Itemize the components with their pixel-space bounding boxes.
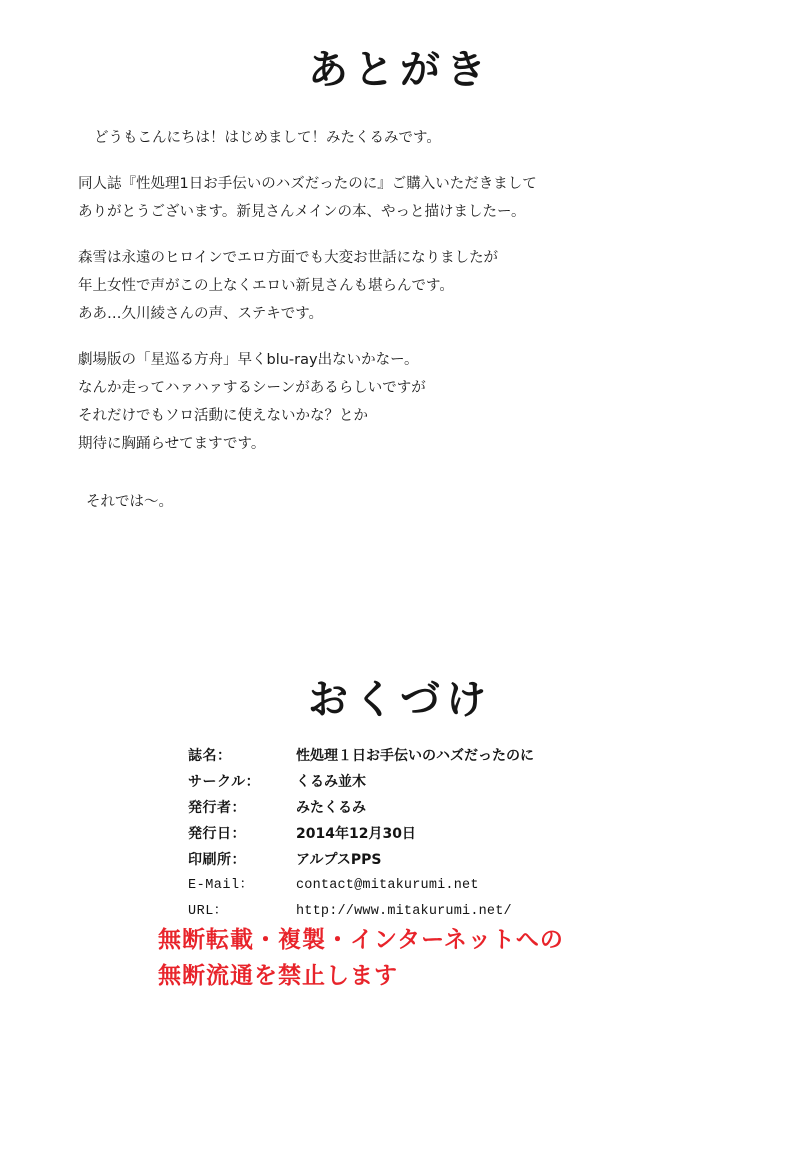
- afterword-paragraph-4: 劇場版の「星巡る方舟」早くblu-ray出ないかなー。 なんか走ってハァハァするシーンがあるらしいですが それだけでもソロ活動に使えないかな？とか 期待に胸踊らせてますです。: [78, 352, 426, 452]
- afterword-heading: あとがき: [308, 47, 492, 93]
- copyright-notice-line-2: 無断流通を禁止します: [158, 963, 398, 989]
- copyright-notice-line-1: 無断転載・複製・インターネットへの: [158, 927, 564, 953]
- colophon-label-email: E-Mail：: [188, 878, 254, 893]
- colophon-value-email[interactable]: contact@mitakurumi.net: [296, 878, 479, 893]
- colophon-value: みたくるみ: [296, 800, 366, 816]
- colophon-value-url[interactable]: http://www.mitakurumi.net/: [296, 904, 512, 919]
- colophon-label: サークル：: [188, 774, 261, 790]
- table-row: [188, 772, 534, 798]
- table-row: [188, 824, 534, 850]
- copyright-notice: [158, 922, 718, 994]
- colophon-value: アルプスPPS: [296, 852, 382, 868]
- colophon-value: くるみ並木: [296, 774, 366, 790]
- afterword-paragraph-2: 同人誌『性処理1日お手伝いのハズだったのに』ご購入いただきまして ありがとうございます。新見さんメインの本、やっと描けましたー。: [78, 176, 537, 220]
- colophon-table: [188, 746, 534, 928]
- afterword-paragraph-3: 森雪は永遠のヒロインでエロ方面でも大変お世話になりましたが 年上女性で声がこの上なくエロい新見さんも堪らんです。 ああ…久川綾さんの声、ステキです。: [78, 250, 499, 322]
- colophon-label: 発行者：: [188, 800, 246, 816]
- table-row: [188, 798, 534, 824]
- colophon-label: 印刷所：: [188, 852, 246, 868]
- colophon-value: 2014年12月30日: [296, 826, 416, 842]
- afterword-body: [78, 124, 718, 534]
- colophon-label-url: URL：: [188, 904, 228, 919]
- colophon-label: 誌名：: [188, 748, 232, 764]
- table-row: [188, 746, 534, 772]
- colophon-value: 性処理１日お手伝いのハズだったのに: [296, 748, 534, 764]
- colophon-label: 発行日：: [188, 826, 246, 842]
- table-row: [188, 850, 534, 876]
- afterword-paragraph-1: どうもこんにちは！はじめまして！みたくるみです。: [94, 130, 441, 146]
- colophon-table-body: [188, 746, 534, 928]
- table-row: [188, 876, 534, 902]
- afterword-closing: それでは〜。: [86, 494, 173, 510]
- colophon-heading: おくづけ: [308, 677, 492, 723]
